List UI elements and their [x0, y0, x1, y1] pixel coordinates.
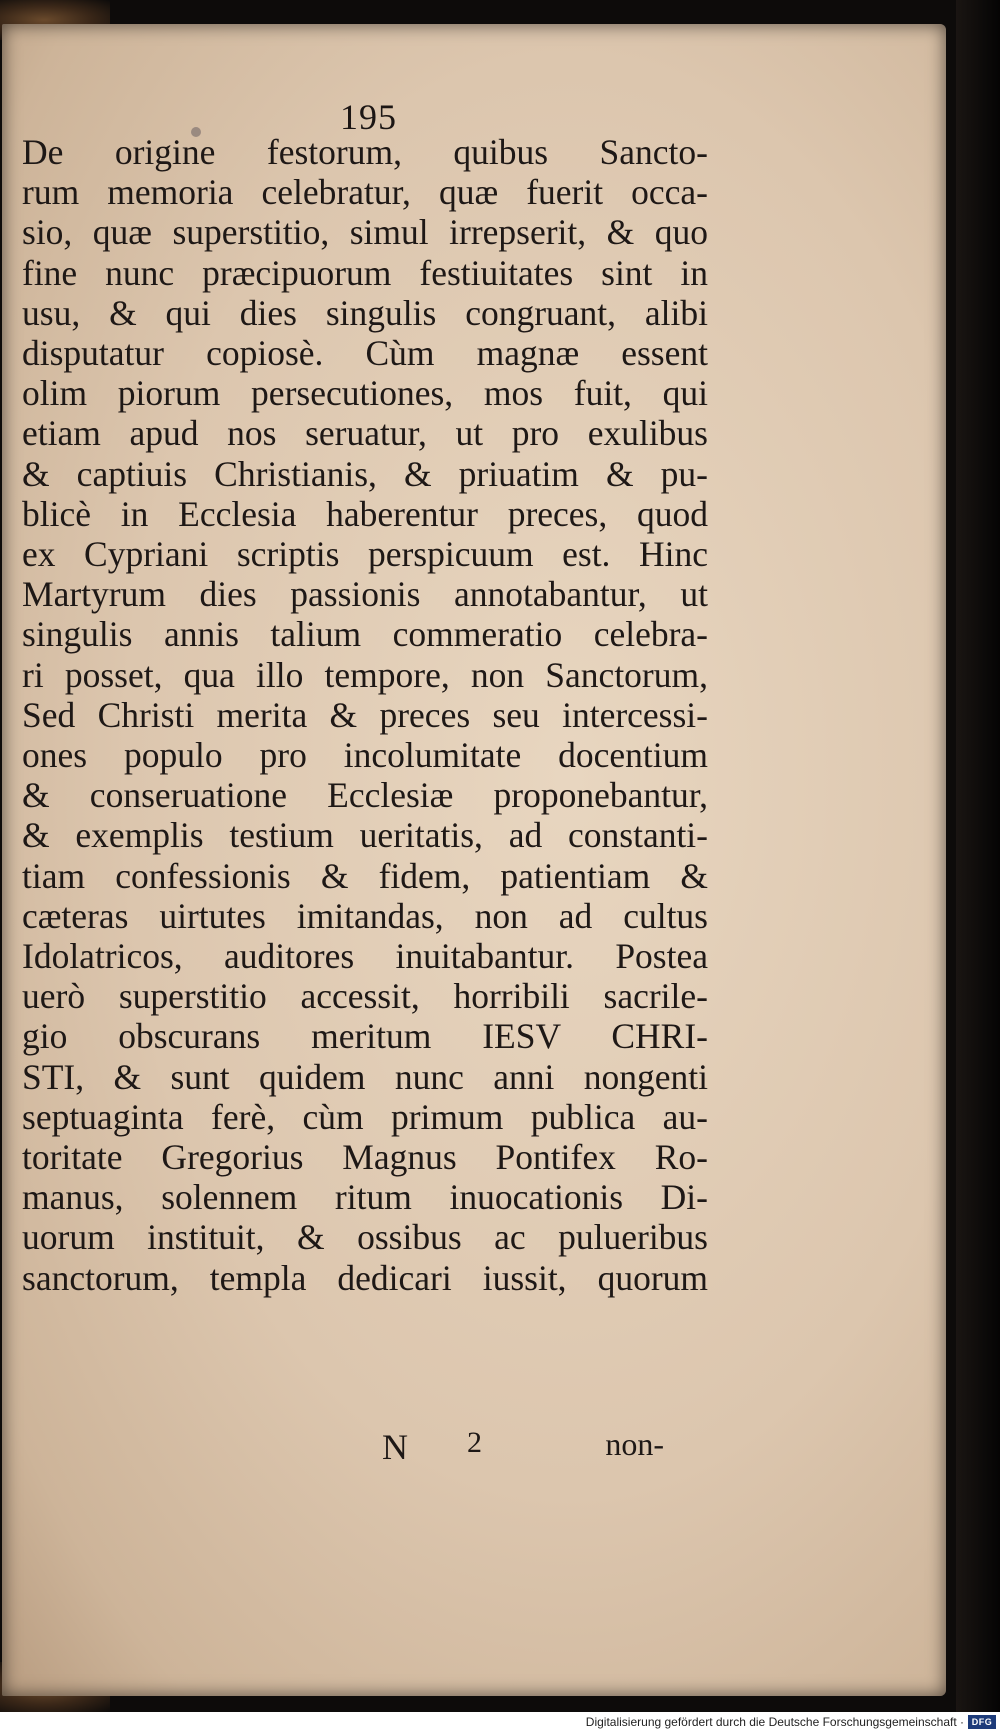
funding-credit: Digitalisierung gefördert durch die Deutsche Forschungsgemeinschaft · [585, 1715, 964, 1729]
text-line: uerò superstitio accessit, horribili sacrile- [22, 976, 708, 1017]
text-line: & conseruatione Ecclesiæ proponebantur, [22, 775, 708, 816]
page-number: 195 [340, 97, 397, 137]
catchword: non- [605, 1426, 664, 1462]
text-line: cæteras uirtutes imitandas, non ad cultus [22, 895, 708, 936]
text-line: ri posset, qua illo tempore, non Sanctorum, [22, 654, 708, 695]
text-line: Sed Christi merita & preces seu intercessi- [22, 694, 708, 735]
text-line: ex Cypriani scriptis perspicuum est. Hinc [22, 534, 708, 575]
text-line: & exemplis testium ueritatis, ad constanti- [22, 815, 708, 856]
text-line: etiam apud nos seruatur, ut pro exulibus [22, 413, 708, 454]
dfg-logo: DFG [968, 1715, 996, 1729]
text-line: usu, & qui dies singulis congruant, alibi [22, 292, 708, 333]
text-line: gio obscurans meritum IESV CHRI- [22, 1016, 708, 1057]
text-line: singulis annis talium commeratio celebra- [22, 614, 708, 655]
signature-mark: N [382, 1427, 408, 1467]
text-line: tiam confessionis & fidem, patientiam & [22, 855, 708, 896]
text-line: manus, solennem ritum inuocationis Di- [22, 1177, 708, 1218]
text-line: septuaginta ferè, cùm primum publica au- [22, 1096, 708, 1137]
text-line: blicè in Ecclesia haberentur preces, quod [22, 493, 708, 534]
text-line: & captiuis Christianis, & priuatim & pu- [22, 453, 708, 494]
text-line: STI, & sunt quidem nunc anni nongenti [22, 1056, 708, 1097]
text-line: toritate Gregorius Magnus Pontifex Ro- [22, 1137, 708, 1178]
text-line: uorum instituit, & ossibus ac pulueribus [22, 1217, 708, 1258]
text-line: sanctorum, templa dedicari iussit, quorum [22, 1257, 708, 1298]
signature-number: 2 [467, 1426, 482, 1459]
text-line: olim piorum persecutiones, mos fuit, qui [22, 373, 708, 414]
viewer-footer [0, 1712, 1000, 1733]
text-line: rum memoria celebratur, quæ fuerit occa- [22, 172, 708, 213]
body-text [22, 132, 708, 1298]
text-line: ones populo pro incolumitate docentium [22, 735, 708, 776]
text-line: sio, quæ superstitio, simul irrepserit, & quo [22, 212, 708, 253]
text-line: Martyrum dies passionis annotabantur, ut [22, 574, 708, 615]
scan-edge [956, 0, 1000, 1712]
text-line: De origine festorum, quibus Sancto- [22, 132, 708, 172]
text-line: fine nunc præcipuorum festiuitates sint in [22, 252, 708, 293]
text-line: Idolatricos, auditores inuitabantur. Postea [22, 936, 708, 977]
text-line: disputatur copiosè. Cùm magnæ essent [22, 333, 708, 374]
book-page [2, 24, 946, 1696]
